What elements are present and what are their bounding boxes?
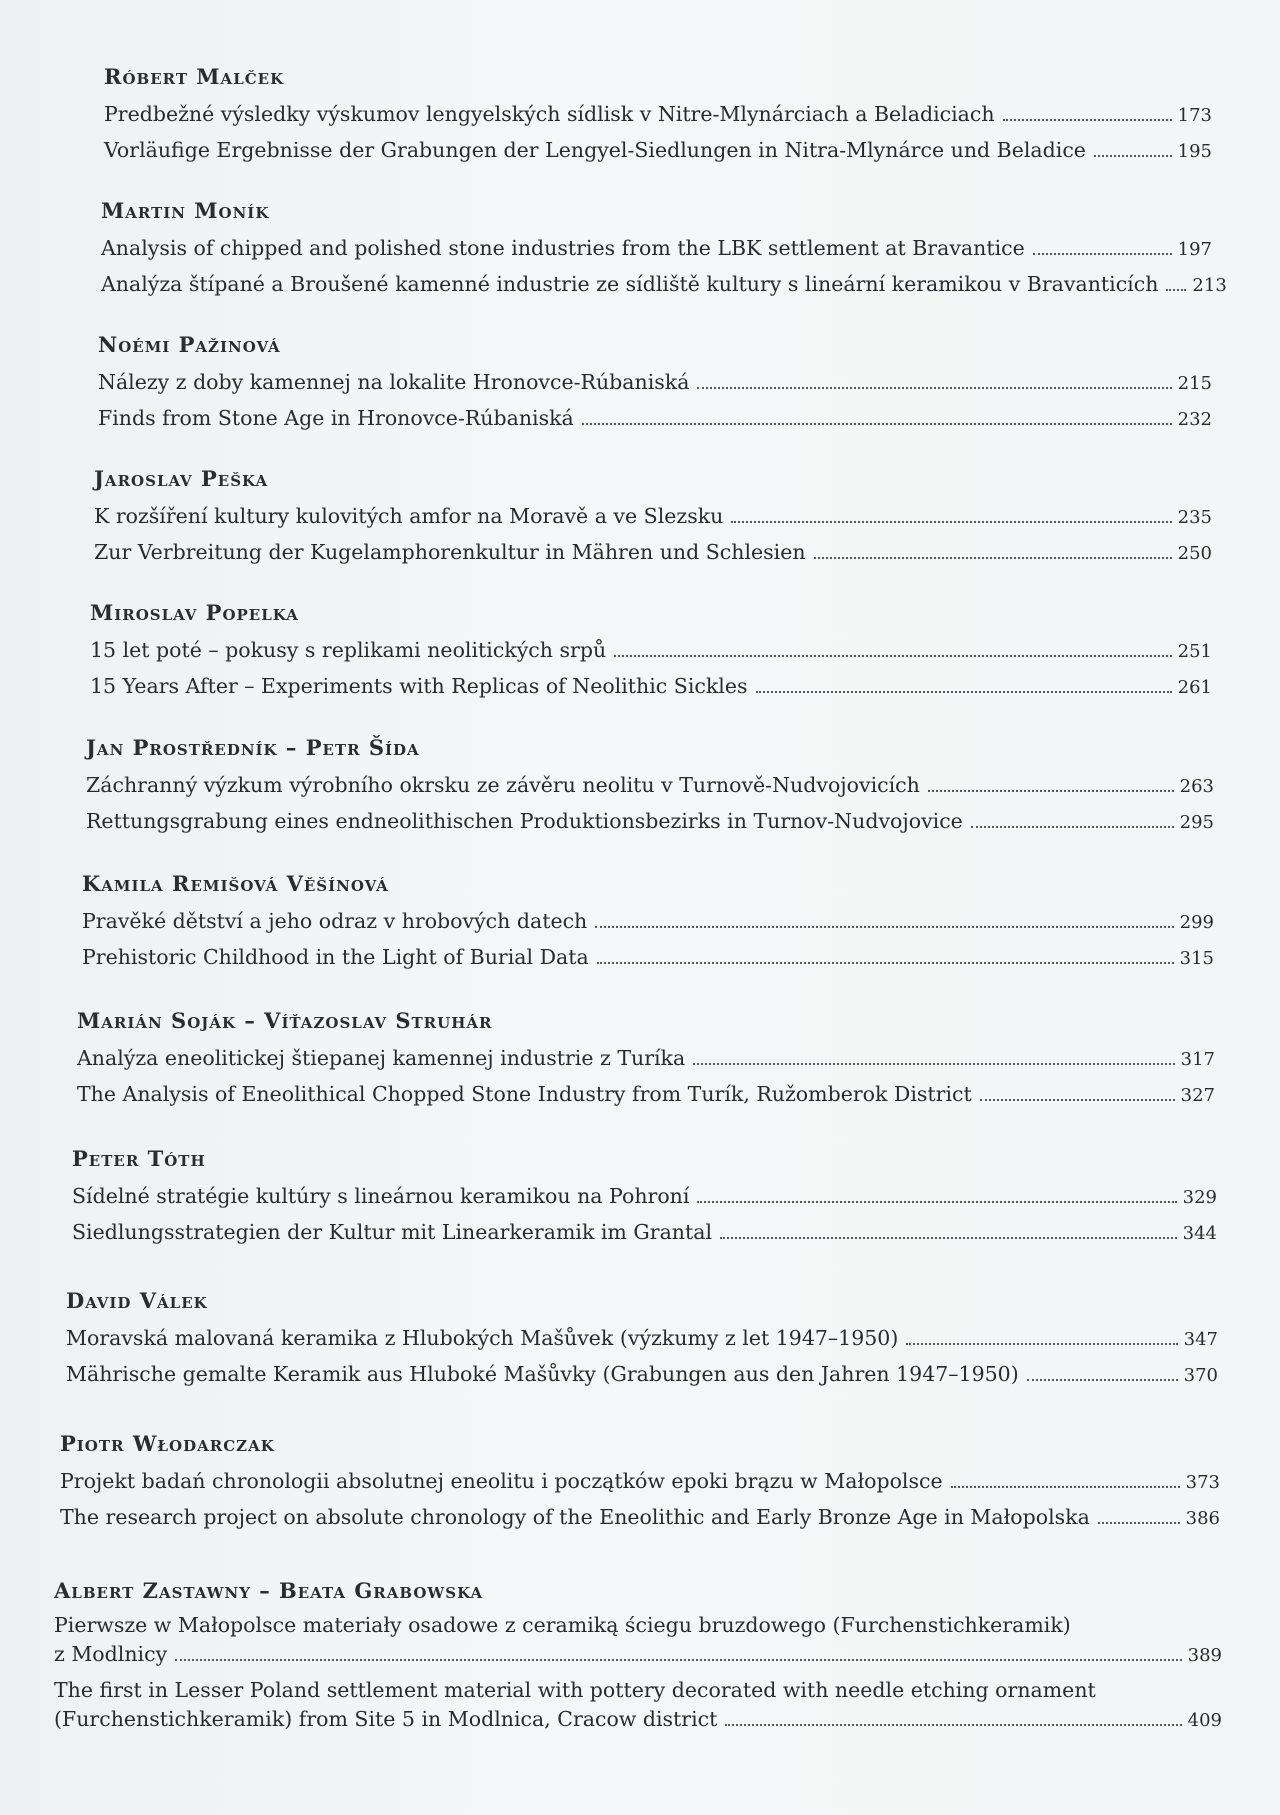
toc-entry	[60, 1431, 1220, 1536]
article-title: Siedlungsstrategien der Kultur mit Linearkeramik im Grantal	[72, 1220, 713, 1244]
toc-item[interactable]	[54, 1676, 1222, 1735]
article-title: Analýza štípané a Broušené kamenné industrie ze sídliště kultury s lineární keramikou v Bravanticích	[101, 272, 1159, 296]
toc-item[interactable]	[60, 1500, 1220, 1536]
page-number: 347	[1183, 1329, 1218, 1350]
author-name: Piotr Włodarczak	[60, 1431, 275, 1456]
toc-item[interactable]	[60, 1464, 1220, 1500]
toc-entry	[98, 332, 1212, 437]
dot-leader	[731, 521, 1171, 523]
toc-entry	[54, 1578, 1222, 1735]
dot-leader	[582, 423, 1172, 425]
page-number: 250	[1177, 543, 1212, 564]
toc-entry	[66, 1288, 1218, 1393]
toc-item[interactable]	[90, 669, 1212, 705]
dot-leader	[928, 790, 1174, 792]
article-title: Prehistoric Childhood in the Light of Burial Data	[82, 945, 589, 969]
article-title: Vorläufige Ergebnisse der Grabungen der Lengyel-Siedlungen in Nitra-Mlynárce und Beladice	[104, 138, 1086, 162]
page-number: 197	[1177, 239, 1212, 260]
article-title: The research project on absolute chronology of the Eneolithic and Early Bronze Age in Małopolska	[60, 1505, 1090, 1529]
author-name: Róbert Malček	[104, 64, 285, 89]
dot-leader	[906, 1343, 1177, 1345]
article-title: Moravská malovaná keramika z Hlubokých Mašůvek (výzkumy z let 1947–1950)	[66, 1326, 899, 1350]
toc-entry	[94, 466, 1212, 571]
author-name: David Válek	[66, 1288, 208, 1313]
page-number: 386	[1185, 1508, 1220, 1529]
article-title: 15 Years After – Experiments with Replicas of Neolithic Sickles	[90, 674, 748, 698]
dot-leader	[697, 1201, 1176, 1203]
author-name: Noémi Pažinová	[98, 332, 281, 357]
page-number: 389	[1187, 1645, 1222, 1666]
dot-leader	[971, 826, 1174, 828]
article-title-continued	[54, 1640, 1222, 1670]
dot-leader	[1003, 119, 1172, 121]
toc-item[interactable]	[98, 401, 1212, 437]
article-title: Záchranný výzkum výrobního okrsku ze závěru neolitu v Turnově-Nudvojovicích	[86, 773, 920, 797]
article-title: The Analysis of Eneolithical Chopped Stone Industry from Turík, Ružomberok District	[77, 1082, 972, 1106]
toc-item[interactable]	[72, 1215, 1217, 1251]
toc-item[interactable]	[82, 940, 1214, 976]
author-name: Peter Tóth	[72, 1146, 206, 1171]
toc-item[interactable]	[94, 535, 1212, 571]
toc-item[interactable]	[104, 97, 1212, 133]
toc-item[interactable]	[54, 1611, 1222, 1670]
toc-item[interactable]	[82, 904, 1214, 940]
article-title: Zur Verbreitung der Kugelamphorenkultur in Mähren und Schlesien	[94, 540, 806, 564]
page-number: 235	[1177, 507, 1212, 528]
toc-item[interactable]	[86, 768, 1214, 804]
toc-entry	[90, 600, 1212, 705]
author-name: Martin Moník	[101, 198, 270, 223]
page-number: 317	[1180, 1049, 1215, 1070]
toc-item[interactable]	[77, 1041, 1215, 1077]
dot-leader	[175, 1659, 1181, 1661]
toc-item[interactable]	[98, 365, 1212, 401]
page-number: 173	[1177, 105, 1212, 126]
page-number: 213	[1192, 275, 1227, 296]
page-number: 409	[1187, 1710, 1222, 1731]
toc-entry	[77, 1008, 1215, 1113]
article-title: Analysis of chipped and polished stone industries from the LBK settlement at Bravantice	[101, 236, 1025, 260]
dot-leader	[980, 1099, 1175, 1101]
dot-leader	[814, 557, 1172, 559]
page-number: 261	[1177, 677, 1212, 698]
page-number: 295	[1179, 812, 1214, 833]
page-number: 299	[1179, 912, 1214, 933]
toc-entry	[82, 871, 1214, 976]
toc-item[interactable]	[101, 267, 1227, 303]
page-number: 344	[1182, 1223, 1217, 1244]
toc-entry	[86, 735, 1214, 840]
dot-leader	[720, 1237, 1177, 1239]
article-title: 15 let poté – pokusy s replikami neolitických srpů	[90, 638, 607, 662]
dot-leader	[1094, 155, 1172, 157]
article-title: Mährische gemalte Keramik aus Hluboké Mašůvky (Grabungen aus den Jahren 1947–1950)	[66, 1362, 1019, 1386]
page-number: 232	[1177, 409, 1212, 430]
article-title: Pravěké dětství a jeho odraz v hrobových datech	[82, 909, 588, 933]
page-number: 370	[1183, 1365, 1218, 1386]
article-title: Rettungsgrabung eines endneolithischen Produktionsbezirks in Turnov-Nudvojovice	[86, 809, 963, 833]
dot-leader	[693, 1063, 1174, 1065]
article-title: Projekt badań chronologii absolutnej eneolitu i początków epoki brązu w Małopolsce	[60, 1469, 943, 1493]
toc-item[interactable]	[104, 133, 1212, 169]
dot-leader	[1166, 289, 1186, 291]
page-number: 329	[1182, 1187, 1217, 1208]
dot-leader	[597, 962, 1174, 964]
article-title: Predbežné výsledky výskumov lengyelských sídlisk v Nitre-Mlynárciach a Beladiciach	[104, 102, 995, 126]
article-title: K rozšíření kultury kulovitých amfor na Moravě a ve Slezsku	[94, 504, 724, 528]
dot-leader	[1098, 1522, 1180, 1524]
article-title-continued	[54, 1705, 1222, 1735]
toc-entry	[72, 1146, 1217, 1251]
article-title: Sídelné stratégie kultúry s lineárnou keramikou na Pohroní	[72, 1184, 690, 1208]
toc-item[interactable]	[66, 1321, 1218, 1357]
page-number: 251	[1177, 641, 1212, 662]
article-title-line2: z Modlnicy	[54, 1642, 168, 1666]
dot-leader	[951, 1486, 1180, 1488]
toc-item[interactable]	[66, 1357, 1218, 1393]
article-title: Finds from Stone Age in Hronovce-Rúbaniská	[98, 406, 574, 430]
toc-entry	[104, 64, 1212, 169]
dot-leader	[1033, 253, 1172, 255]
toc-item[interactable]	[90, 633, 1212, 669]
dot-leader	[1027, 1379, 1178, 1381]
toc-item[interactable]	[94, 499, 1212, 535]
page-number: 263	[1179, 776, 1214, 797]
author-name: Jaroslav Peška	[94, 466, 269, 491]
dot-leader	[614, 655, 1171, 657]
author-name: Marián Soják – Víťazoslav Struhár	[77, 1008, 493, 1033]
article-title: Nálezy z doby kamennej na lokalite Hronovce-Rúbaniská	[98, 370, 690, 394]
dot-leader	[697, 387, 1171, 389]
dot-leader	[756, 691, 1172, 693]
article-title: Analýza eneolitickej štiepanej kamennej industrie z Turíka	[77, 1046, 686, 1070]
article-title: The first in Lesser Poland settlement material with pottery decorated with needle etching ornament	[54, 1678, 1096, 1702]
author-name: Miroslav Popelka	[90, 600, 299, 625]
article-title-line2: (Furchenstichkeramik) from Site 5 in Modlnica, Cracow district	[54, 1707, 718, 1731]
article-title: Pierwsze w Małopolsce materiały osadowe z ceramiką ściegu bruzdowego (Furchenstichkeramik)	[54, 1613, 1071, 1637]
page-number: 315	[1179, 948, 1214, 969]
toc-item[interactable]	[72, 1179, 1217, 1215]
dot-leader	[725, 1724, 1181, 1726]
toc-item[interactable]	[101, 231, 1212, 267]
toc-item[interactable]	[86, 804, 1214, 840]
page-number: 215	[1177, 373, 1212, 394]
page-number: 195	[1177, 141, 1212, 162]
toc-entry	[101, 198, 1227, 303]
page-number: 373	[1185, 1472, 1220, 1493]
dot-leader	[595, 926, 1173, 928]
author-name: Kamila Remišová Věšínová	[82, 871, 389, 896]
toc-item[interactable]	[77, 1077, 1215, 1113]
page-number: 327	[1180, 1085, 1215, 1106]
author-name: Albert Zastawny – Beata Grabowska	[54, 1578, 484, 1603]
author-name: Jan Prostředník – Petr Šída	[86, 735, 420, 760]
